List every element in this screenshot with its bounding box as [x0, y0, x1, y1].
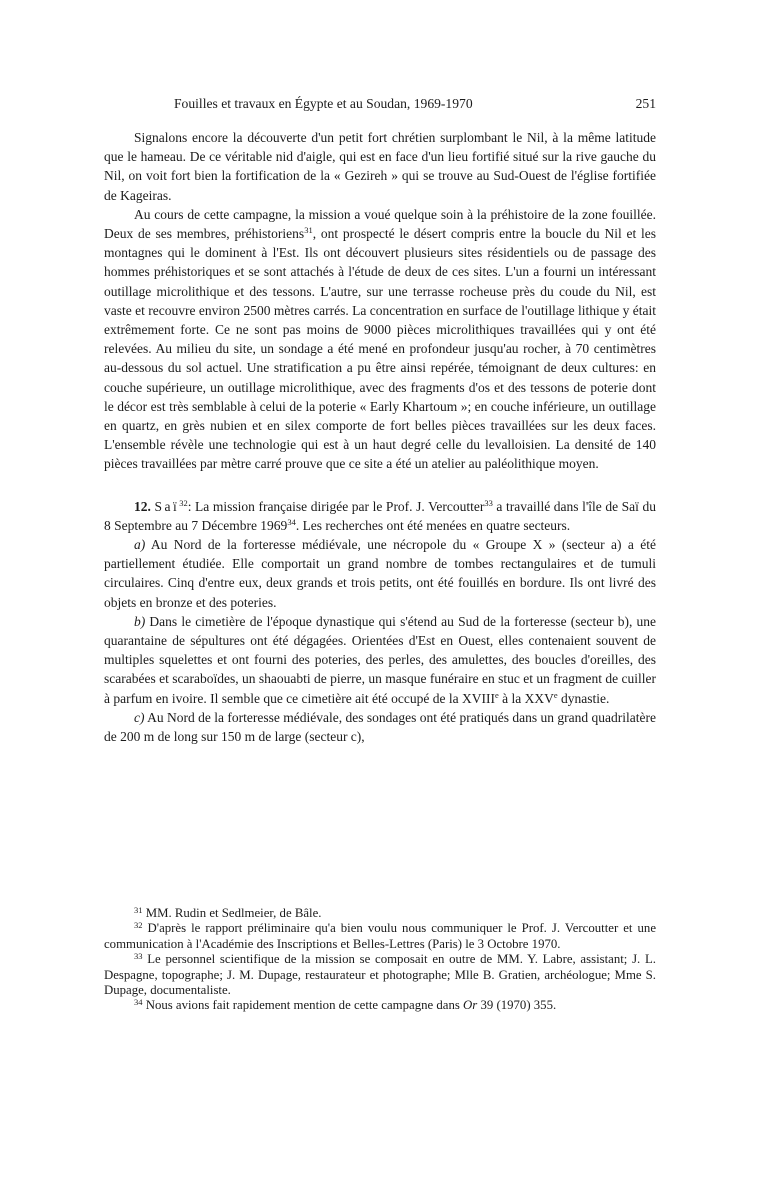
- footnote-31: [104, 906, 656, 921]
- paragraph-text: a travaillé dans l'île de Saï du 8 Septembre au 7 Décembre 1969: [104, 498, 656, 533]
- footnote-33: [104, 952, 656, 998]
- footnote-text: 39 (1970) 355.: [477, 998, 557, 1013]
- footnote-number: 32: [134, 920, 143, 931]
- item-label: c): [134, 709, 145, 725]
- footnote-text: D'après le rapport préliminaire qu'a bien voulu nous communiquer le Prof. J. Vercoutter et une communication à l'Académie des Inscriptions et Belles-Lettres (Paris) le 3 Octobre 1970.: [104, 921, 656, 951]
- footnote-34: [104, 998, 656, 1013]
- paragraph-text: Dans le cimetière de l'époque dynastique qui s'étend au Sud de la forteresse (secteur b), une quarantaine de sépultures ont été dégagées. Orientées d'Est en Ouest, elles contenaient souvent de multiples squelettes et ont fourni des poteries, des perles, des amulettes, des boucles d'oreilles, des scarabées et scaraboïdes, un shaouabti de pierre, un masque funéraire en stuc et un fragment de cuiller à parfum en ivoire. Il semble que ce cimetière ait été occupé de la: [104, 613, 656, 706]
- page-header: [104, 96, 656, 118]
- footnote-number: 31: [134, 905, 143, 915]
- ordinal-suffix: e: [553, 689, 558, 700]
- footnote-number: 34: [134, 997, 143, 1008]
- section-number: 12.: [134, 498, 151, 514]
- paragraph-text: à la: [498, 690, 525, 706]
- ordinal-suffix: e: [494, 689, 499, 700]
- paragraph-secteur-a: [104, 535, 656, 612]
- paragraph-secteur-b: [104, 612, 656, 708]
- item-label: b): [134, 613, 146, 629]
- item-label: a): [134, 537, 146, 553]
- paragraph-text: . Les recherches ont été menées en quatre secteurs.: [295, 517, 571, 533]
- section-gap: [104, 474, 656, 497]
- footnote-ref: 34: [287, 516, 296, 527]
- site-name: Saï: [154, 498, 180, 514]
- paragraph-text: Au Nord de la forteresse médiévale, des sondages ont été pratiqués dans un grand quadrilatère de 200 m de long sur 150 m de large (secteur c),: [104, 709, 656, 745]
- paragraph-prehistoire: [104, 205, 656, 474]
- footnote-text: Le personnel scientifique de la mission se composait en outre de MM. Y. Labre, assistant; J. L. Despagne, topographe; J. M. Dupage, restaurateur et photographe; Mlle B. Gratien, archéologue; Mme S. Dupage, documentaliste.: [104, 952, 656, 998]
- paragraph-text: Au Nord de la forteresse médiévale, une nécropole du « Groupe X » (secteur a) a été partiellement étudiée. Elle comportait un grand nombre de tombes rectangulaires et de tumuli circulaires. Cinq d'entre eux, deux grands et trois petits, ont été fouillés en bordure. Ils ont livré des objets en bronze et des poteries.: [104, 537, 656, 610]
- page-number: 251: [635, 96, 656, 111]
- body-text: [104, 128, 656, 746]
- footnotes: [104, 906, 656, 1014]
- footnote-32: [104, 921, 656, 952]
- footnote-text: Nous avions fait rapidement mention de cette campagne dans: [142, 998, 464, 1013]
- journal-abbreviation: Or: [463, 998, 478, 1013]
- running-title: Fouilles et travaux en Égypte et au Soudan, 1969-1970: [174, 96, 473, 111]
- section-12-heading-paragraph: [104, 497, 656, 535]
- paragraph-text: dynastie.: [557, 690, 610, 706]
- dynasty-numeral: XXV: [524, 690, 554, 706]
- footnote-number: 33: [134, 951, 143, 962]
- paragraph-secteur-c: [104, 708, 656, 746]
- paragraph-text: , ont prospecté le désert compris entre la boucle du Nil et les montagnes qui le dominent à l'Est. Ils ont découvert plusieurs sites résidentiels ou de passage des hommes préhistoriques et se sont attachés à l'étude de deux de ces sites. L'un a fourni un intéressant outillage microlithique et des tessons. L'autre, sur une terrasse rocheuse près du coude du Nil, est vaste et recouvre environ 2500 mètres carrés. La concentration en surface de l'outillage lithique y était extrêmement forte. Ce ne sont pas moins de 9000 pièces microlithiques travaillées qui y ont été relevées. Au milieu du site, un sondage a été mené en profondeur jusqu'au rocher, à 70 centimètres au-dessous du sol actuel. Une stratification a pu être ainsi repérée, témoignant de deux cultures: en couche supérieure, un outillage microlithique, avec des fragments d'os et des tessons de poterie dont le décor est très semblable à celui de la poterie « Early Khartoum »; en couche inférieure, un outillage en quartz, en grès nubien et en silex comporte de fort belles pièces travaillées sur les deux faces. L'ensemble révèle une technologie qui est à un haut degré celle du levalloisien. La densité de 140 pièces travaillées par mètre carré prouve que ce site a été un atelier au paléolithique moyen.: [104, 226, 656, 472]
- footnote-ref: 33: [484, 497, 493, 508]
- paragraph-text: Au cours de cette campagne, la mission a voué quelque soin à la préhistoire de la zone fouillée. Deux de ses membres, préhistoriens: [104, 206, 656, 242]
- footnote-text: MM. Rudin et Sedlmeier, de Bâle.: [142, 906, 322, 920]
- paragraph-text: : La mission française dirigée par le Prof. J. Vercoutter: [187, 498, 485, 514]
- dynasty-numeral: XVIII: [461, 690, 495, 706]
- footnote-ref: 32: [179, 497, 188, 508]
- paragraph-fort-chretien: Signalons encore la découverte d'un petit fort chrétien surplombant le Nil, à la même latitude que le hameau. De ce véritable nid d'aigle, qui est en face d'un lieu fortifié situé sur la rive gauche du Nil, on voit fort bien la fortification de la « Gezireh » qui se trouve au Sud-Ouest de l'église fortifiée de Kageiras.: [104, 130, 656, 203]
- footnote-ref: 31: [304, 225, 313, 236]
